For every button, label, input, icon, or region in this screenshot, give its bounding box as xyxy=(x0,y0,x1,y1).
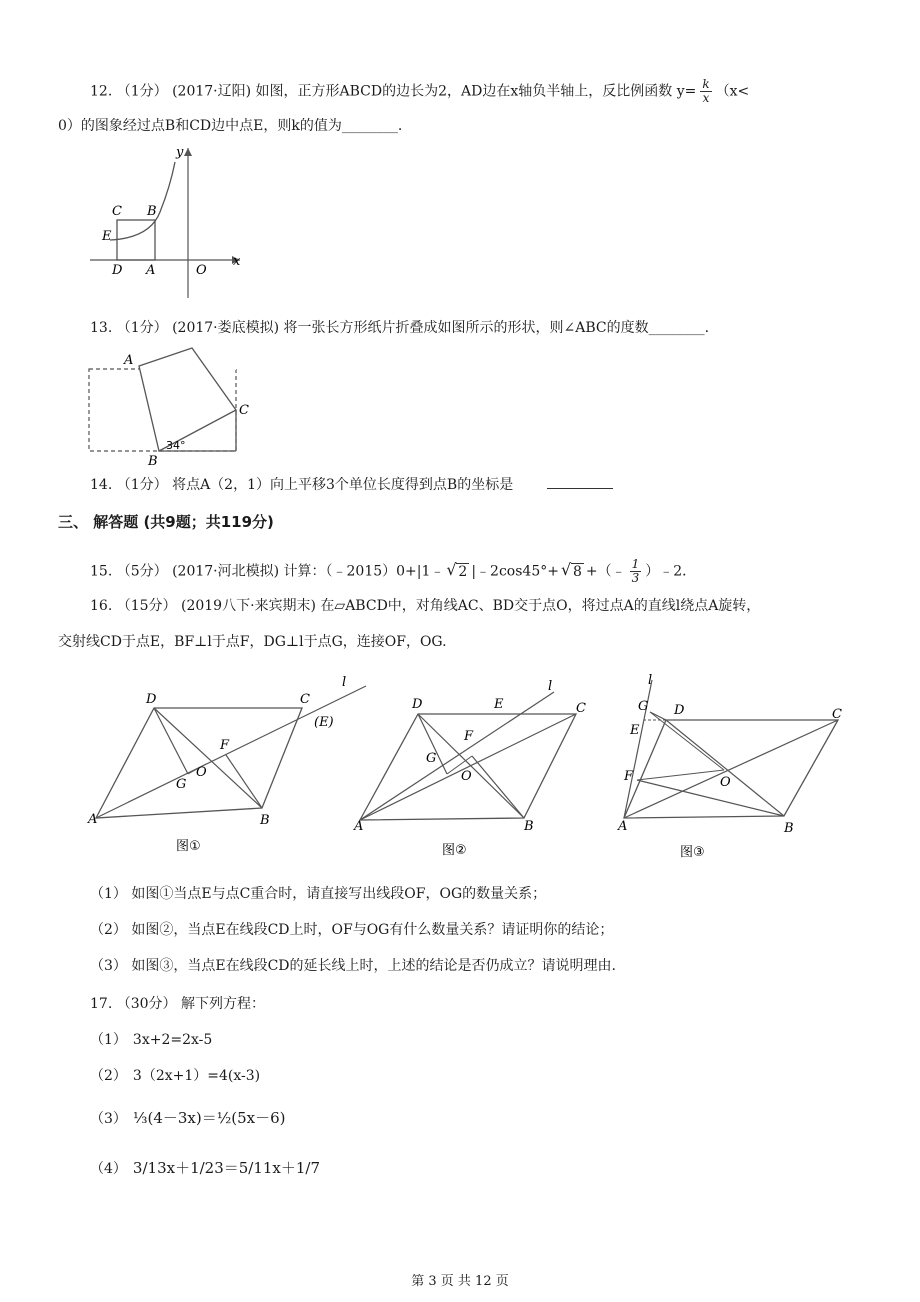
q13-angle-label: 34° xyxy=(166,439,186,452)
q16-sub2: （2） 如图②，当点E在线段CD上时，OF与OG有什么数量关系？请证明你的结论； xyxy=(90,922,614,938)
sqrt-2: √ 2 xyxy=(446,559,468,580)
q12-label-O: O xyxy=(196,263,207,278)
q13-label-C: C xyxy=(239,403,249,418)
fig1-label-E: (E) xyxy=(314,715,334,730)
q12-label-C: C xyxy=(112,204,122,219)
fig1-label-l: l xyxy=(342,675,347,690)
fig2-caption: 图② xyxy=(442,843,467,858)
fig2-label-G: G xyxy=(426,751,437,766)
fig3-label-G: G xyxy=(638,699,649,714)
fig3-label-E: E xyxy=(630,723,640,738)
q17-item-2: （2） 3（2x+1）=4(x-3) xyxy=(90,1068,261,1084)
fig2-label-D: D xyxy=(412,697,423,712)
fig1-caption: 图① xyxy=(176,839,201,854)
fig3-label-C: C xyxy=(832,707,842,722)
q12-label-x: x xyxy=(233,254,241,269)
fig3-caption: 图③ xyxy=(680,845,705,860)
q17-item-4: （4） 3/13x＋1/23＝5/11x＋1/7 xyxy=(90,1159,321,1177)
q12-line2: 0）的图象经过点B和CD边中点E，则k的值为________. xyxy=(58,118,403,134)
q13-figure xyxy=(84,344,264,468)
fig2-label-A: A xyxy=(354,819,364,834)
q15-line: 15. （5分） (2017·河北模拟) 计算：（﹣2015）0+|1﹣ √ 2 |﹣2cos45°+ √ 8 +（﹣ $\frac{1}{3}$ ）﹣2． xyxy=(90,557,697,585)
fig1-label-A: A xyxy=(88,812,98,827)
q12-label-D: D xyxy=(112,263,123,278)
q16-line1: 16. （15分） (2019八下·来宾期末) 在▱ABCD中，对角线AC、BD交于点O，将过点A的直线l绕点A旋转， xyxy=(90,598,761,614)
fig2-label-O: O xyxy=(461,769,472,784)
q16-sub3: （3） 如图③，当点E在线段CD的延长线上时，上述的结论是否仍成立？请说明理由. xyxy=(90,958,616,974)
q12-figure xyxy=(90,142,250,302)
q16-line2: 交射线CD于点E，BF⊥l于点F，DG⊥l于点G，连接OF，OG. xyxy=(58,634,447,650)
q13-label-B: B xyxy=(148,454,158,468)
fig1-label-B: B xyxy=(260,813,270,828)
fig3-label-F: F xyxy=(624,769,634,784)
q17-item-1: （1） 3x+2=2x-5 xyxy=(90,1032,213,1048)
q13-text: 13. （1分） (2017·娄底模拟) 将一张长方形纸片折叠成如图所示的形状，则∠ABC的度数________. xyxy=(90,320,710,336)
q14-answer-blank xyxy=(547,474,613,489)
q17-item-3: （3） ⅓(4－3x)＝½(5x－6) xyxy=(90,1109,286,1127)
fig1-label-D: D xyxy=(146,692,157,707)
q15-fraction: $\frac{1}{3}$ xyxy=(631,557,640,585)
fig2-label-l: l xyxy=(548,679,553,694)
q12-label-y: y xyxy=(176,145,184,160)
fig2-label-B: B xyxy=(524,819,534,834)
q16-sub1: （1） 如图①当点E与点C重合时，请直接写出线段OF，OG的数量关系； xyxy=(90,886,547,902)
figure-2 xyxy=(353,679,586,858)
fig2-label-E: E xyxy=(494,697,504,712)
q12-label-E: E xyxy=(102,229,112,244)
q16-figures xyxy=(84,670,864,870)
fig3-label-D: D xyxy=(674,703,685,718)
fig1-label-G: G xyxy=(176,777,187,792)
fig1-label-O: O xyxy=(196,765,207,780)
q12-fraction: $\frac{k}{x}$ xyxy=(702,77,710,105)
fig1-label-C: C xyxy=(300,692,310,707)
q12-line1: 12. （1分） (2017·辽阳) 如图，正方形ABCD的边长为2，AD边在x轴负半轴上，反比例函数 y= $\frac{k}{x}$ （x< xyxy=(90,77,750,105)
figure-3 xyxy=(617,673,842,860)
fig1-label-F: F xyxy=(220,738,230,753)
q12-label-A: A xyxy=(146,263,156,278)
fig3-label-B: B xyxy=(784,821,794,836)
fig3-label-O: O xyxy=(720,775,731,790)
q12-label-B: B xyxy=(147,204,157,219)
page-footer: 第 3 页 共 12 页 xyxy=(411,1274,509,1289)
q13-label-A: A xyxy=(124,353,134,368)
q14-line: 14. （1分） 将点A（2，1）向上平移3个单位长度得到点B的坐标是 xyxy=(90,474,613,495)
fig2-label-F: F xyxy=(464,729,474,744)
fig3-label-l: l xyxy=(648,673,653,688)
fig2-label-C: C xyxy=(576,701,586,716)
sqrt-8: √ 8 xyxy=(560,559,582,580)
fig3-label-A: A xyxy=(618,819,628,834)
figure-1 xyxy=(87,675,366,854)
q17-title: 17. （30分） 解下列方程： xyxy=(90,996,265,1012)
section-3-heading: 三、 解答题 (共9题；共119分) xyxy=(58,513,274,531)
